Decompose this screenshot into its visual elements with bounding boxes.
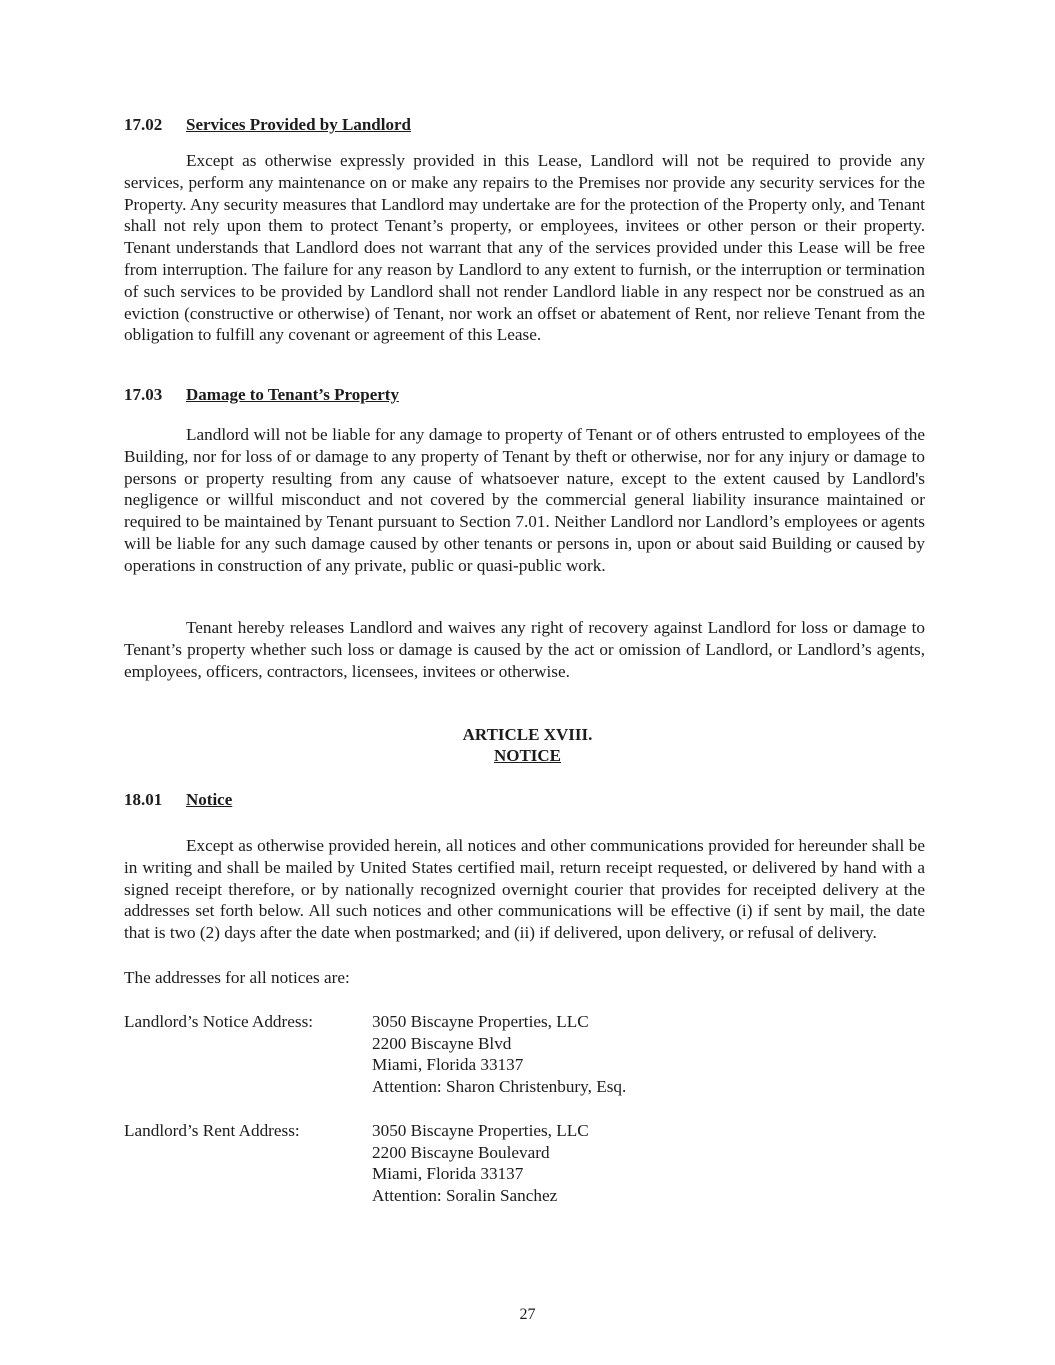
address-line: Miami, Florida 33137: [372, 1055, 524, 1075]
section-title: Damage to Tenant’s Property: [186, 385, 399, 404]
address-line: 3050 Biscayne Properties, LLC: [372, 1012, 589, 1031]
section-heading-17-03: [124, 385, 399, 405]
address-line: 2200 Biscayne Blvd: [372, 1033, 512, 1053]
section-heading-18-01: [124, 790, 232, 810]
notice-address-label: Landlord’s Notice Address:: [124, 1012, 314, 1031]
article-number: ARTICLE XVIII.: [462, 725, 593, 744]
rent-address-label: Landlord’s Rent Address:: [124, 1121, 300, 1140]
section-18-01-paragraph: Except as otherwise provided herein, all notices and other communications provided for hereunder shall be in writing and shall be mailed by United States certified mail, return receipt requested, or delivered by hand with a signed receipt therefore, or by nationally recognized overnight courier that provides for receipted delivery at the addresses set forth below. All such notices and other communications will be effective (i) if sent by mail, the date that is two (2) days after the date when postmarked; and (ii) if delivered, upon delivery, or refusal of delivery.: [124, 836, 925, 943]
section-heading-17-02: [124, 115, 411, 135]
section-number: 17.03: [124, 385, 163, 404]
section-17-02-paragraph: Except as otherwise expressly provided in this Lease, Landlord will not be required to provide any services, perform any maintenance on or make any repairs to the Premises nor provide any security services for the Property. Any security measures that Landlord may undertake are for the protection of the Property only, and Tenant shall not rely upon them to protect Tenant’s property, or employees, invitees or other person or their property. Tenant understands that Landlord does not warrant that any of the services provided under this Lease will be free from interruption. The failure for any reason by Landlord to any extent to furnish, or the interruption or termination of such services to be provided by Landlord shall not render Landlord liable in any respect nor be construed as an eviction (constructive or otherwise) of Tenant, nor work an offset or abatement of Rent, nor relieve Tenant from the obligation to fulfill any covenant or agreement of this Lease.: [124, 151, 925, 345]
section-number: 17.02: [124, 115, 163, 134]
section-17-03-paragraph-2: Tenant hereby releases Landlord and waives any right of recovery against Landlord for loss or damage to Tenant’s property whether such loss or damage is caused by the act or omission of Landlord, or Landlord’s agents, employees, officers, contractors, licensees, invitees or otherwise.: [124, 618, 925, 681]
address-line: Miami, Florida 33137: [372, 1164, 524, 1184]
article-heading: [0, 724, 1055, 766]
addresses-intro: The addresses for all notices are:: [124, 968, 350, 987]
notice-address-block: [372, 1011, 626, 1098]
article-title: NOTICE: [493, 746, 562, 765]
address-line: Attention: Soralin Sanchez: [372, 1186, 558, 1206]
rent-address-block: [372, 1120, 589, 1207]
address-line: 2200 Biscayne Boulevard: [372, 1142, 550, 1162]
section-number: 18.01: [124, 790, 163, 809]
address-line: 3050 Biscayne Properties, LLC: [372, 1121, 589, 1140]
section-title: Notice: [186, 790, 233, 809]
page-number: 27: [519, 1306, 536, 1323]
section-title: Services Provided by Landlord: [186, 115, 411, 134]
address-line: Attention: Sharon Christenbury, Esq.: [372, 1077, 627, 1097]
section-17-03-paragraph-1: Landlord will not be liable for any damage to property of Tenant or of others entrusted to employees of the Building, nor for loss of or damage to any property of Tenant by theft or otherwise, nor for any injury or damage to persons or property resulting from any cause of whatsoever nature, except to the extent caused by Landlord's negligence or willful misconduct and not covered by the commercial general liability insurance maintained or required to be maintained by Tenant pursuant to Section 7.01. Neither Landlord nor Landlord’s employees or agents will be liable for any such damage caused by other tenants or persons in, upon or about said Building or caused by operations in construction of any private, public or quasi-public work.: [124, 425, 925, 575]
